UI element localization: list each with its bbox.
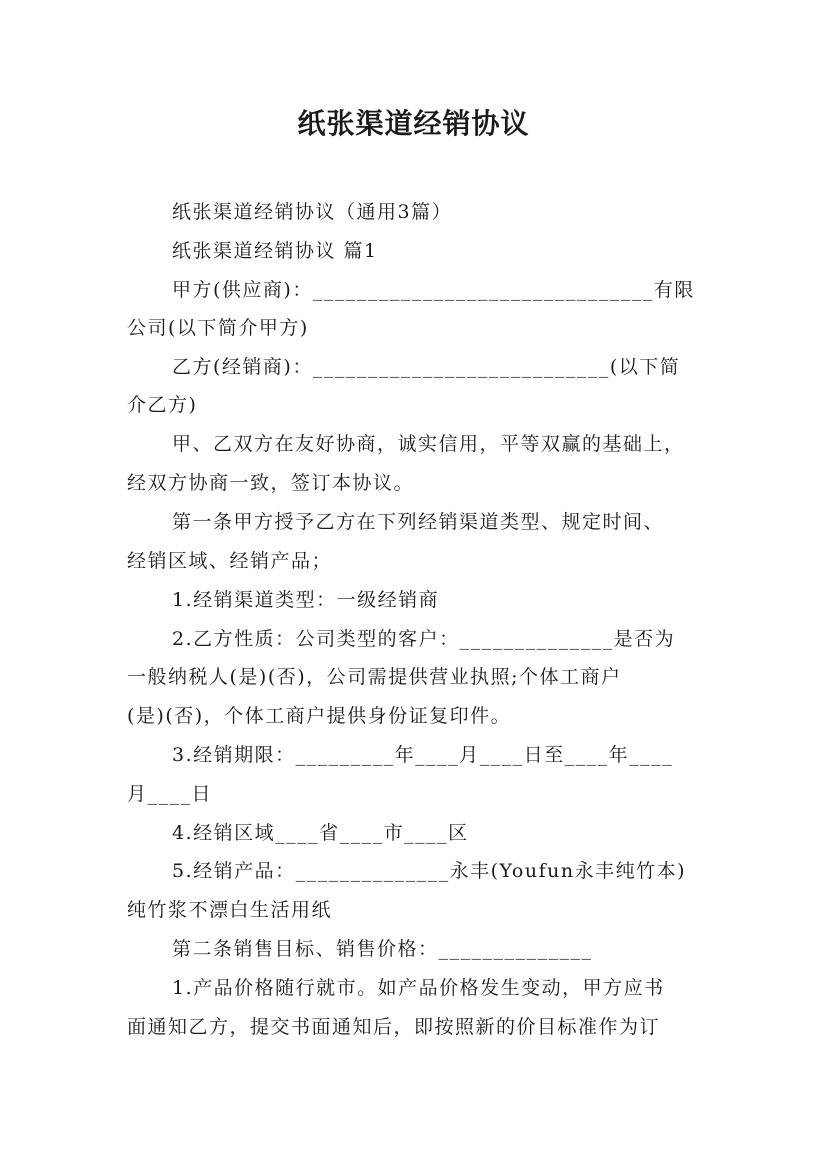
paragraph-line: 1.产品价格随行就市。如产品价格发生变动，甲方应书 — [172, 977, 665, 999]
section-heading: 纸张渠道经销协议 篇1 — [172, 240, 378, 262]
paragraph-line: 第二条销售目标、销售价格：______________ — [172, 938, 593, 960]
paragraph-line: 1.经销渠道类型：一级经销商 — [172, 589, 440, 611]
paragraph-line: 公司(以下简介甲方) — [127, 317, 309, 339]
paragraph-line: 介乙方) — [127, 394, 198, 416]
paragraph-line: 甲、乙双方在友好协商，诚实信用，平等双赢的基础上， — [172, 433, 685, 455]
paragraph-line: 4.经销区域____省____市____区 — [172, 822, 469, 844]
paragraph-line: 纯竹浆不漂白生活用纸 — [127, 899, 333, 921]
paragraph-line: 经双方协商一致，签订本协议。 — [127, 472, 415, 494]
paragraph-line: 3.经销期限：_________年____月____日至____年____ — [172, 744, 674, 766]
paragraph-line: (是)(否)，个体工商户提供身份证复印件。 — [127, 705, 512, 727]
paragraph-line: 2.乙方性质：公司类型的客户：______________是否为 — [172, 628, 676, 650]
paragraph-line: 5.经销产品：______________永丰(Youfun永丰纯竹本) — [172, 860, 687, 882]
paragraph-line: 甲方(供应商)：_______________________________有限 — [172, 279, 695, 301]
paragraph-line: 面通知乙方，提交书面通知后，即按照新的价目标准作为订 — [127, 1016, 661, 1038]
paragraph-line: 经销区域、经销产品； — [127, 550, 333, 572]
paragraph-line: 乙方(经销商)：___________________________(以下简 — [172, 356, 681, 378]
paragraph-line: 第一条甲方授予乙方在下列经销渠道类型、规定时间、 — [172, 511, 665, 533]
document-title: 纸张渠道经销协议 — [297, 107, 530, 140]
paragraph-line: 月____日 — [127, 783, 213, 805]
doc-subtitle: 纸张渠道经销协议（通用3篇） — [172, 201, 453, 223]
paragraph-line: 一般纳税人(是)(否)，公司需提供营业执照;个体工商户 — [127, 666, 622, 688]
